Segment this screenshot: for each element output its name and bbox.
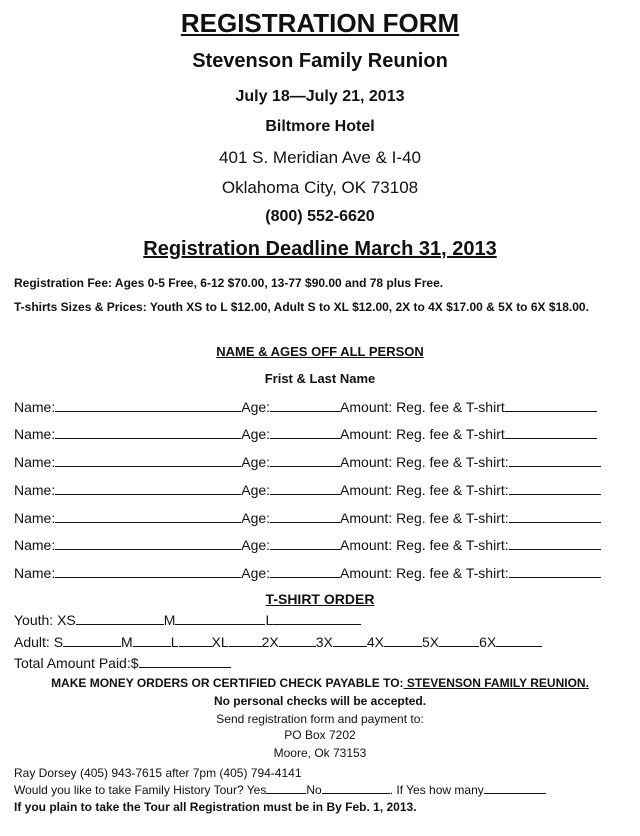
name-label: Name:	[14, 565, 56, 581]
adult-5x-field[interactable]	[439, 634, 479, 647]
hotel-name: Biltmore Hotel	[265, 118, 375, 135]
total-paid-field[interactable]	[139, 655, 231, 668]
event-name: Stevenson Family Reunion	[192, 50, 448, 72]
contact-info: Ray Dorsey (405) 943-7615 after 7pm (405) 794-4141	[14, 766, 302, 780]
attendee-row	[14, 454, 624, 474]
tshirt-order-title: T-SHIRT ORDER	[265, 591, 375, 607]
amount-label: Amount: Reg. fee & T-shirt:	[340, 510, 509, 526]
age-label: Age:	[241, 537, 271, 553]
age-field[interactable]	[270, 537, 340, 550]
tour-deadline-note: If you plain to take the Tour all Registration must be in By Feb. 1, 2013.	[14, 800, 417, 814]
total-paid-label: Total Amount Paid:$	[14, 655, 139, 671]
age-label: Age:	[241, 565, 271, 581]
name-label: Name:	[14, 426, 56, 442]
tour-yes-field[interactable]	[266, 783, 306, 794]
adult-6x-field[interactable]	[496, 634, 542, 647]
attendee-row	[14, 482, 624, 502]
adult-3x-field[interactable]	[333, 634, 367, 647]
name-label: Name:	[14, 399, 56, 415]
age-field[interactable]	[270, 565, 340, 578]
tour-question: Would you like to take Family History Tour? Yes	[14, 783, 267, 797]
name-field[interactable]	[55, 510, 241, 523]
hotel-phone: (800) 552-6620	[265, 208, 375, 225]
amount-label: Amount: Reg. fee & T-shirt:	[340, 454, 509, 470]
amount-field[interactable]	[509, 565, 601, 578]
adult-order-row	[14, 634, 624, 654]
adult-s-field[interactable]	[63, 634, 121, 647]
tour-how-many-field[interactable]	[484, 783, 546, 794]
amount-field[interactable]	[509, 482, 601, 495]
adult-3x-label: 3X	[315, 634, 333, 650]
tshirt-prices-text: T-shirts Sizes & Prices: Youth XS to L $12.00, Adult S to XL $12.00, 2X to 4X $17.00 & 5X to 6X $18.00.	[14, 300, 589, 314]
amount-label: Amount: Reg. fee & T-shirt:	[340, 537, 509, 553]
mailing-city: Moore, Ok 73153	[273, 746, 367, 760]
age-field[interactable]	[270, 426, 340, 439]
send-instructions: Send registration form and payment to:	[216, 712, 424, 726]
age-field[interactable]	[270, 482, 340, 495]
age-label: Age:	[241, 426, 271, 442]
tour-question-row	[14, 783, 546, 797]
amount-field[interactable]	[509, 454, 601, 467]
youth-order-row	[14, 612, 624, 632]
po-box: PO Box 7202	[284, 728, 356, 742]
name-field[interactable]	[55, 565, 241, 578]
amount-label: Amount: Reg. fee & T-shirt	[340, 399, 505, 415]
adult-l-field[interactable]	[179, 634, 212, 647]
adult-m-field[interactable]	[133, 634, 171, 647]
adult-xl-field[interactable]	[229, 634, 262, 647]
adult-4x-label: 4X	[366, 634, 384, 650]
name-label: Name:	[14, 482, 56, 498]
youth-l-field[interactable]	[273, 612, 361, 625]
tour-no-field[interactable]	[322, 783, 390, 794]
amount-field[interactable]	[509, 510, 601, 523]
adult-2x-field[interactable]	[279, 634, 316, 647]
youth-xs-field[interactable]	[76, 612, 164, 625]
age-label: Age:	[241, 454, 271, 470]
adult-xl-label: XL	[211, 634, 229, 650]
youth-m-field[interactable]	[175, 612, 265, 625]
amount-field[interactable]	[505, 426, 597, 439]
adult-l-label: L	[170, 634, 179, 650]
amount-label: Amount: Reg. fee & T-shirt:	[340, 565, 509, 581]
address-line-1: 401 S. Meridian Ave & I-40	[219, 148, 421, 167]
name-field[interactable]	[55, 399, 241, 412]
attendee-row	[14, 565, 624, 585]
event-dates: July 18—July 21, 2013	[235, 88, 405, 105]
registration-deadline: Registration Deadline March 31, 2013	[143, 238, 497, 260]
payment-prefix: MAKE MONEY ORDERS OR CERTIFIED CHECK PAYABLE TO:	[51, 676, 404, 690]
tour-no-label: No	[306, 783, 322, 797]
adult-s-label: Adult: S	[14, 634, 64, 650]
youth-xs-label: Youth: XS	[14, 612, 76, 628]
payee-name: STEVENSON FAMILY REUNION.	[403, 676, 589, 690]
youth-m-label: M	[163, 612, 176, 628]
name-field[interactable]	[55, 454, 241, 467]
amount-field[interactable]	[509, 537, 601, 550]
address-line-2: Oklahoma City, OK 73108	[221, 178, 419, 197]
amount-field[interactable]	[505, 399, 597, 412]
name-label: Name:	[14, 537, 56, 553]
form-title: REGISTRATION FORM	[180, 8, 460, 38]
no-personal-checks: No personal checks will be accepted.	[213, 694, 427, 708]
attendee-row	[14, 399, 624, 419]
adult-2x-label: 2X	[261, 634, 279, 650]
adult-4x-field[interactable]	[384, 634, 422, 647]
age-label: Age:	[241, 399, 271, 415]
adult-5x-label: 5X	[422, 634, 440, 650]
age-field[interactable]	[270, 454, 340, 467]
age-field[interactable]	[270, 510, 340, 523]
name-label: Name:	[14, 510, 56, 526]
adult-m-label: M	[121, 634, 133, 650]
name-field[interactable]	[55, 537, 241, 550]
youth-l-label: L	[265, 612, 274, 628]
name-field[interactable]	[55, 426, 241, 439]
name-label: Name:	[14, 454, 56, 470]
tour-how-many-label: . If Yes how many	[389, 783, 484, 797]
attendee-row	[14, 537, 624, 557]
adult-6x-label: 6X	[479, 634, 497, 650]
age-field[interactable]	[270, 399, 340, 412]
total-row	[14, 655, 624, 675]
payment-instructions	[0, 676, 640, 690]
attendee-row	[14, 510, 624, 530]
name-field[interactable]	[55, 482, 241, 495]
amount-label: Amount: Reg. fee & T-shirt	[340, 426, 505, 442]
names-section-title: NAME & AGES OFF ALL PERSON	[216, 344, 424, 359]
amount-label: Amount: Reg. fee & T-shirt:	[340, 482, 509, 498]
names-section-subtitle: Frist & Last Name	[264, 371, 376, 386]
attendee-row	[14, 426, 624, 446]
age-label: Age:	[241, 510, 271, 526]
age-label: Age:	[241, 482, 271, 498]
registration-fee-text: Registration Fee: Ages 0-5 Free, 6-12 $70.00, 13-77 $90.00 and 78 plus Free.	[14, 276, 444, 290]
